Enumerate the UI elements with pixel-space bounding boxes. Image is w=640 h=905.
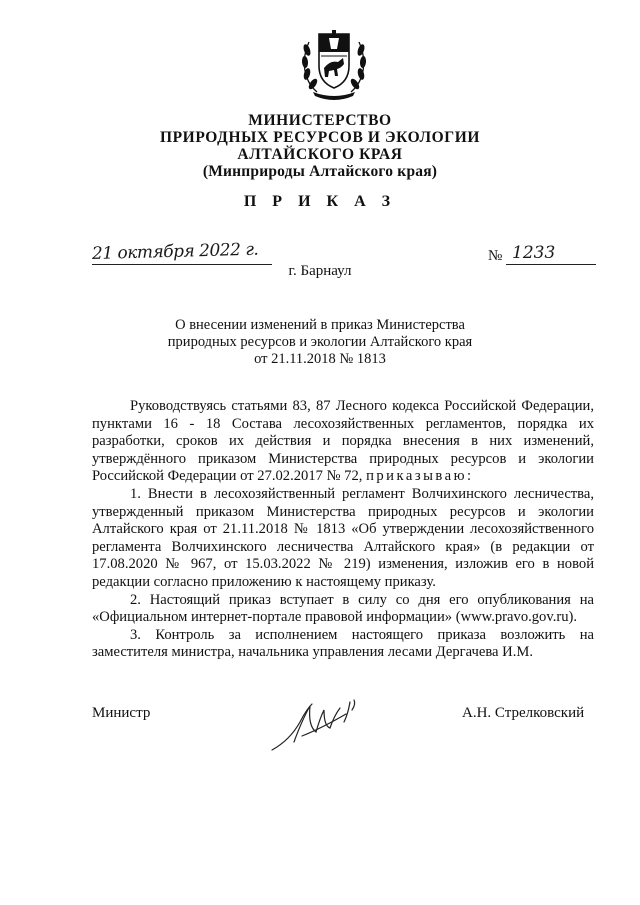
signatory-name: А.Н. Стрелковский	[462, 705, 585, 721]
city: г. Барнаул	[288, 263, 352, 279]
preamble-paragraph	[92, 398, 594, 486]
ministry-line-2: ПРИРОДНЫХ РЕСУРСОВ И ЭКОЛОГИИ	[159, 129, 481, 146]
ministry-short-name: (Минприроды Алтайского края)	[202, 163, 438, 180]
item-3: 3. Контроль за исполнением настоящего приказа возложить на заместителя министра, начальника управления лесами Дергачева И.М.	[92, 626, 594, 661]
signatory-position: Министр	[92, 705, 151, 721]
subject-line-1: О внесении изменений в приказ Министерства	[175, 317, 465, 333]
handwritten-signature	[264, 692, 379, 754]
order-word: приказываю:	[366, 468, 474, 485]
ministry-line-3: АЛТАЙСКОГО КРАЯ	[237, 146, 403, 163]
date-handwritten: 21 октября 2022 г.	[91, 239, 259, 264]
item-2: 2. Настоящий приказ вступает в силу со дня его опубликования на «Официальном интернет-портале правовой информации» (www.pravo.gov.ru).	[92, 591, 594, 626]
preamble-text: Руководствуясь статьями 83, 87 Лесного кодекса Российской Федерации, пунктами 16 - 18 Состава лесохозяйственных регламентов, порядка их разработки, сроков их действия и порядка внесения в них изменений, утверждённого приказом Министерства природных ресурсов и экологии Российской Федерации от 27.02.2017 № 72,	[92, 398, 594, 485]
item-1: 1. Внести в лесохозяйственный регламент Волчихинского лесничества, утвержденный приказом Министерства природных ресурсов и экологии Алтайского края от 21.11.2018 № 1813 «Об утверждении лесохозяйственного регламента Волчихинского лесничества Алтайского края» (в редакции от 17.08.2020 № 967, от 15.03.2022 № 219) изменения, изложив его в новой редакции согласно приложению к настоящему приказу.	[92, 485, 594, 590]
ministry-header	[0, 112, 640, 180]
ministry-line-1: МИНИСТЕРСТВО	[248, 112, 392, 129]
altai-krai-coat-of-arms-icon	[297, 20, 371, 102]
number-label: №	[488, 248, 503, 264]
number-handwritten: 1233	[512, 243, 556, 263]
subject-line-3: от 21.11.2018 № 1813	[254, 351, 386, 367]
order-subject	[0, 317, 640, 368]
order-body	[92, 398, 594, 662]
subject-line-2: природных ресурсов и экологии Алтайского края	[167, 334, 473, 350]
document-title: П Р И К А З	[243, 193, 397, 210]
